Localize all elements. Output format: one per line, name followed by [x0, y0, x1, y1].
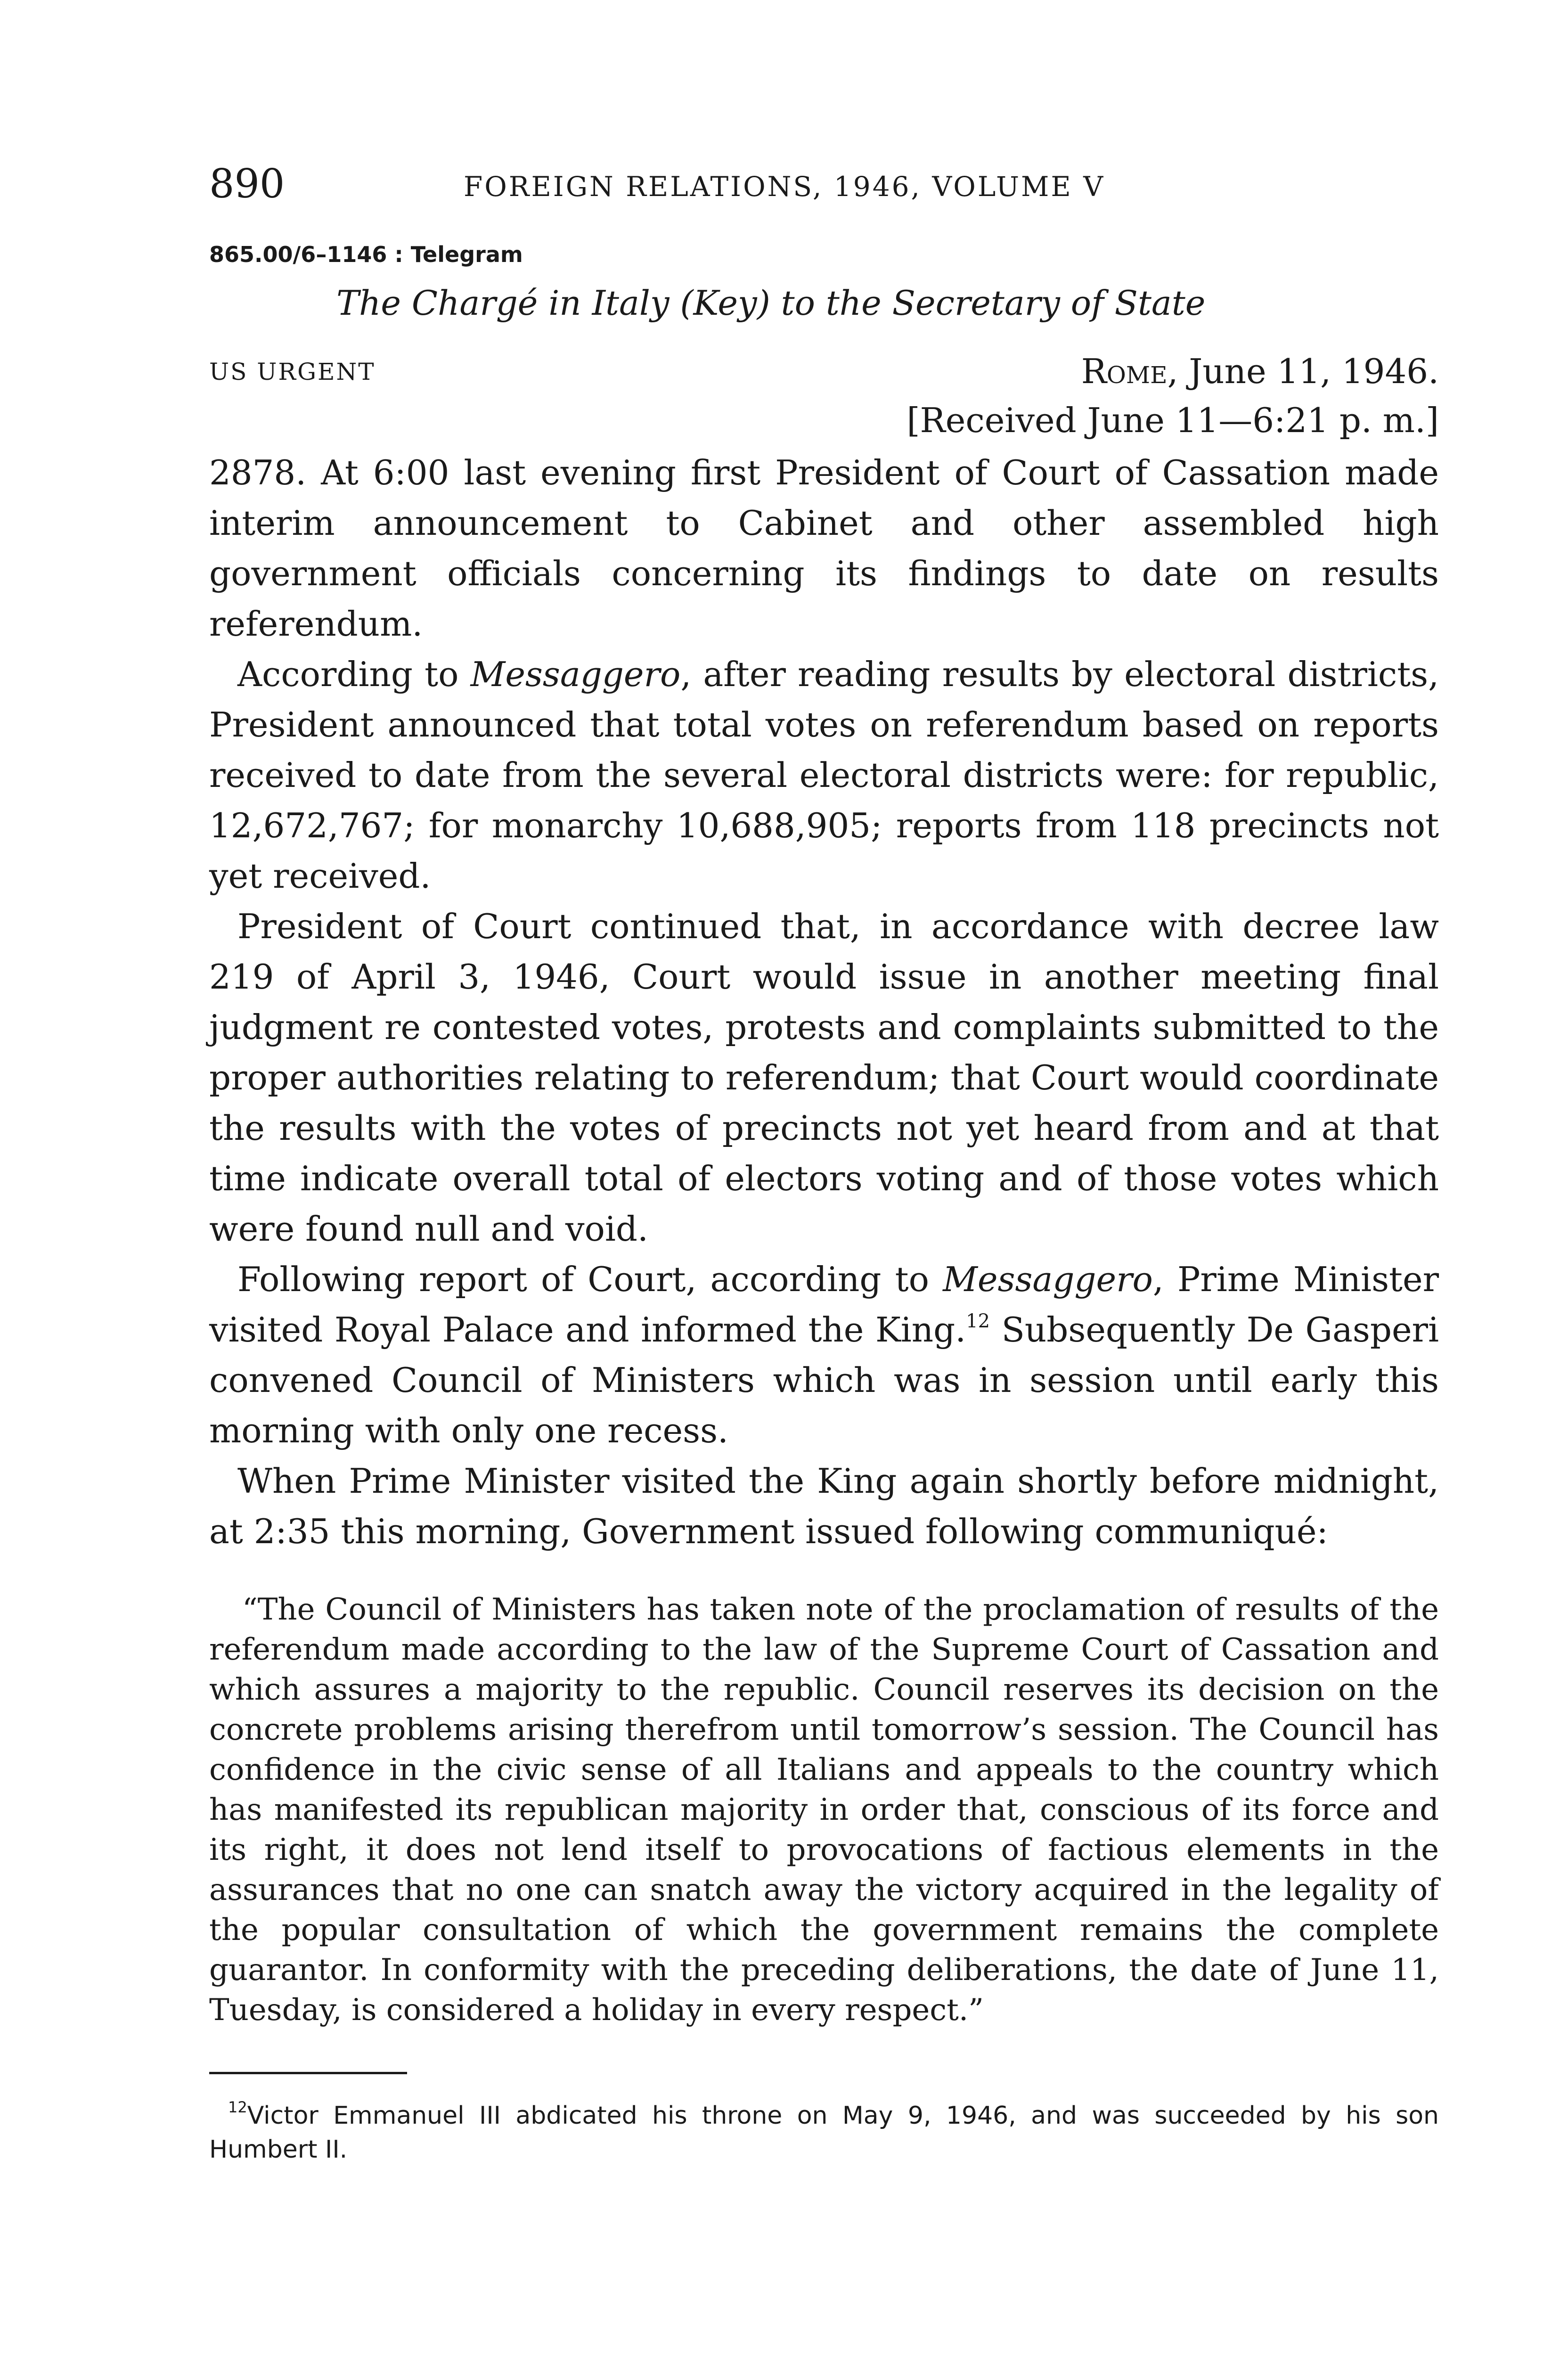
running-title: FOREIGN RELATIONS, 1946, VOLUME V — [464, 171, 1105, 203]
communique-text: “The Council of Ministers has taken note of the proclamation of results of the referendum made according to the law of the Supreme Court of Cassation and which assures a majority to the republic. Council reserves its decision on the concrete problems arising therefrom until tomorrow’s session. The Council has confidence in the civic sense of all Italians and appeals to the country which has manifested its republican majority in order that, conscious of its force and its right, it does not lend itself to provocations of factious elements in the assurances that no one can snatch away the victory acquired in the legality of the popular consultation of which the government remains the complete guarantor. In conformity with the preceding deliberations, the date of June 11, Tuesday, is considered a holiday in every respect.” — [209, 1592, 1439, 2028]
document-title: The Chargé in Italy (Key) to the Secretary of State — [336, 283, 1206, 323]
newspaper-name: Messaggero — [943, 1260, 1153, 1299]
paragraph-5: When Prime Minister visited the King again shortly before midnight, at 2:35 this morning, Government issued following communiqué: — [209, 1461, 1439, 1551]
document-page — [209, 160, 1439, 2167]
message-number: 2878. — [209, 453, 307, 492]
date: , June 11, 1946. — [1167, 352, 1439, 391]
paragraph-2-lead: According to — [237, 654, 471, 694]
paragraph-4 — [209, 1254, 1439, 1456]
paragraph-4-text: , Prime Minister visited Royal Palace and informed the King. — [209, 1260, 1439, 1350]
telegram-body — [209, 448, 1439, 1557]
newspaper-name: Messaggero — [470, 654, 681, 694]
footnote-divider — [209, 2072, 407, 2074]
received-line: [Received June 11—6:21 p. m.] — [906, 401, 1439, 440]
classification: US URGENT — [209, 358, 376, 385]
place: Rome — [1081, 352, 1168, 391]
paragraph-2-text: , after reading results by electoral districts, President announced that total votes on referendum based on reports received to date from the several electoral districts were: for republic, 12,672,767; for monarchy 10,688,905; reports from 118 precincts not yet received. — [209, 654, 1439, 896]
footnote — [209, 2099, 1439, 2167]
telegram-header — [209, 349, 1439, 448]
footnote-marker: 12 — [228, 2098, 247, 2116]
running-head — [209, 160, 1439, 212]
footnote-text: Victor Emmanuel III abdicated his throne on May 9, 1946, and was succeeded by his son Humbert II. — [209, 2102, 1439, 2164]
paragraph-2 — [209, 649, 1439, 901]
paragraph-3: President of Court continued that, in accordance with decree law 219 of April 3, 1946, Court would issue in another meeting final judgment re contested votes, protests and complaints submitted to the proper authorities relating to referendum; that Court would coordinate the results with the votes of precincts not yet heard from and at that time indicate overall total of electors voting and of those votes which were found null and void. — [209, 907, 1439, 1249]
paragraph-1 — [209, 448, 1439, 649]
place-date — [1081, 349, 1439, 394]
footnote-reference[interactable]: 12 — [966, 1310, 990, 1332]
paragraph-4-tail: Subsequently De Gasperi convened Council of Ministers which was in session until early this morning with only one recess. — [209, 1310, 1439, 1450]
page-number: 890 — [209, 161, 285, 207]
communique-quote — [209, 1590, 1439, 2030]
paragraph-4-lead: Following report of Court, according to — [237, 1260, 943, 1299]
file-reference: 865.00/6–1146 : Telegram — [209, 242, 523, 267]
paragraph-1-text: At 6:00 last evening first President of Court of Cassation made interim announcement to Cabinet and other assembled high government officials concerning its findings to date on results referendum. — [209, 453, 1439, 644]
